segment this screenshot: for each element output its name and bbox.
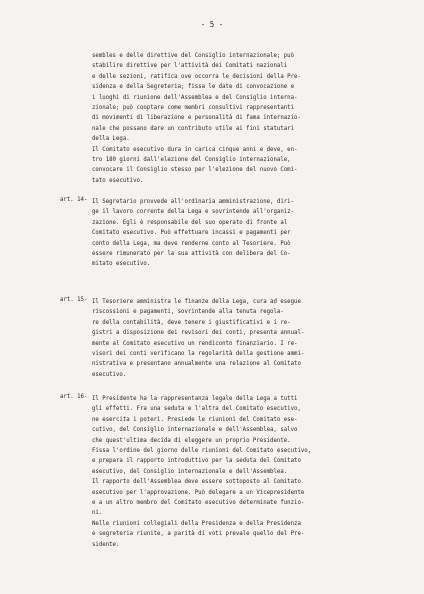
text-line: conto della Lega, ma deve renderne conto al Tesoriere. Può xyxy=(92,240,291,247)
page-number: - 5 - xyxy=(200,20,224,29)
text-line: Nelle riunioni collegiali della Presidenza e della Presidenza xyxy=(92,520,301,527)
text-line: ne esercita i poteri. Presiede le riunioni del Comitato ese- xyxy=(92,416,298,423)
article-13-continuation xyxy=(92,51,301,186)
text-line: della Lega. xyxy=(92,136,130,143)
text-line: esecutivo per l'approvazione. Può delegare a un Vicepresidente xyxy=(92,489,305,496)
text-line: tato esecutivo. xyxy=(92,177,144,184)
text-line: Fissa l'ordine del giorno delle riunioni del Comitato esecutivo, xyxy=(92,448,312,455)
text-line: tro 180 giorni dall'elezione del Consiglio internazionale, xyxy=(92,157,291,164)
text-line: Il rapporto dell'Assemblea deve essere sottoposto al Comitato xyxy=(92,479,301,486)
article-14-label: art. 14- xyxy=(60,197,88,203)
article-16-label: art. 16- xyxy=(60,394,88,400)
text-line: convocare il Consiglio stesso per l'elezione del nuovo Comi- xyxy=(92,167,298,174)
text-line: Comitato esecutivo. Può effettuare incassi e pagamenti per xyxy=(92,230,291,237)
text-line: ni. xyxy=(92,510,103,517)
text-line: e delle sezioni, ratifica ove occorra le decisioni della Pre- xyxy=(92,73,301,80)
text-line: mente al Comitato esecutivo un rendiconto finanziario. I re- xyxy=(92,340,298,347)
text-line: e segreteria riunite, a parità di voti prevale quello del Pre- xyxy=(92,531,305,538)
text-line: i luoghi di riunione dell'Assemblea e del Consiglio interna- xyxy=(92,94,298,101)
text-line: visori dei conti verificano la regolarità della gestione ammi- xyxy=(92,351,305,358)
text-line: e prepara il rapporto introduttivo per la seduta del Comitato xyxy=(92,458,301,465)
article-14-body xyxy=(92,197,294,270)
text-line: sidente. xyxy=(92,541,120,548)
text-line: Il Comitato esecutivo dura in carica cinque anni e deve, en- xyxy=(92,146,298,153)
text-line: zionale; può cooptare come membri consultivi rappresentanti xyxy=(92,105,295,112)
text-line: esecutivo. xyxy=(92,371,127,378)
text-line: sidenza e della Segreteria; fissa le date di convocazione e xyxy=(92,84,295,91)
text-line: essere rimunerato per la sua attività con delibera del Co- xyxy=(92,251,291,258)
article-15-label: art. 15- xyxy=(60,297,88,303)
text-line: re della contabilità, deve tenere i giustificativi e i re- xyxy=(92,319,291,326)
text-line: mitato esecutivo. xyxy=(92,261,151,268)
text-line: gistri a disposizione dei revisori dei conti, presenta annual- xyxy=(92,330,305,337)
text-line: che quest'ultima decida di eleggere un proprio Presidente. xyxy=(92,437,291,444)
text-line: sembles e delle direttive del Consiglio internazionale; può xyxy=(92,53,295,59)
text-line: zazione. Egli è responsabile del suo operato di fronte al xyxy=(92,219,288,226)
article-15-body xyxy=(92,297,304,380)
text-line: nale che possano dare un contributo utile ai fini statutari xyxy=(92,125,295,132)
text-line: Il Tesoriere amministra le finanze della Lega, cura ad esegue xyxy=(92,299,301,305)
text-line: Il Presidente ha la rappresentanza legale della Lega a tutti xyxy=(92,396,298,402)
text-line: cutivo, del Consiglio internazionale e dell'Assemblea, salvo xyxy=(92,427,298,434)
text-line: esecutivo, del Consiglio internazionale e dell'Assemblea. xyxy=(92,468,288,475)
text-line: stabilire direttive per l'attività dei Comitati nazionali xyxy=(92,63,288,70)
text-line: nistrativa e presentano annualmente una relazione al Comitato xyxy=(92,361,301,368)
article-16-body xyxy=(92,394,311,550)
text-line: gli effetti. Fra una seduta e l'altra del Comitato esecutivo, xyxy=(92,406,301,413)
text-line: ge il lavoro corrente della Lega e sovrintende all'organiz- xyxy=(92,209,295,216)
text-line: di movimenti di liberazione e personalità di fama internazio- xyxy=(92,115,301,122)
text-line: riscossioni e pagamenti, sovrintende alla tenuta regola- xyxy=(92,309,284,316)
text-line: e a un altro membro del Comitato esecutivo determinate funzio- xyxy=(92,500,305,507)
text-line: Il Segretario provvede all'ordinaria amministrazione, diri- xyxy=(92,199,295,205)
